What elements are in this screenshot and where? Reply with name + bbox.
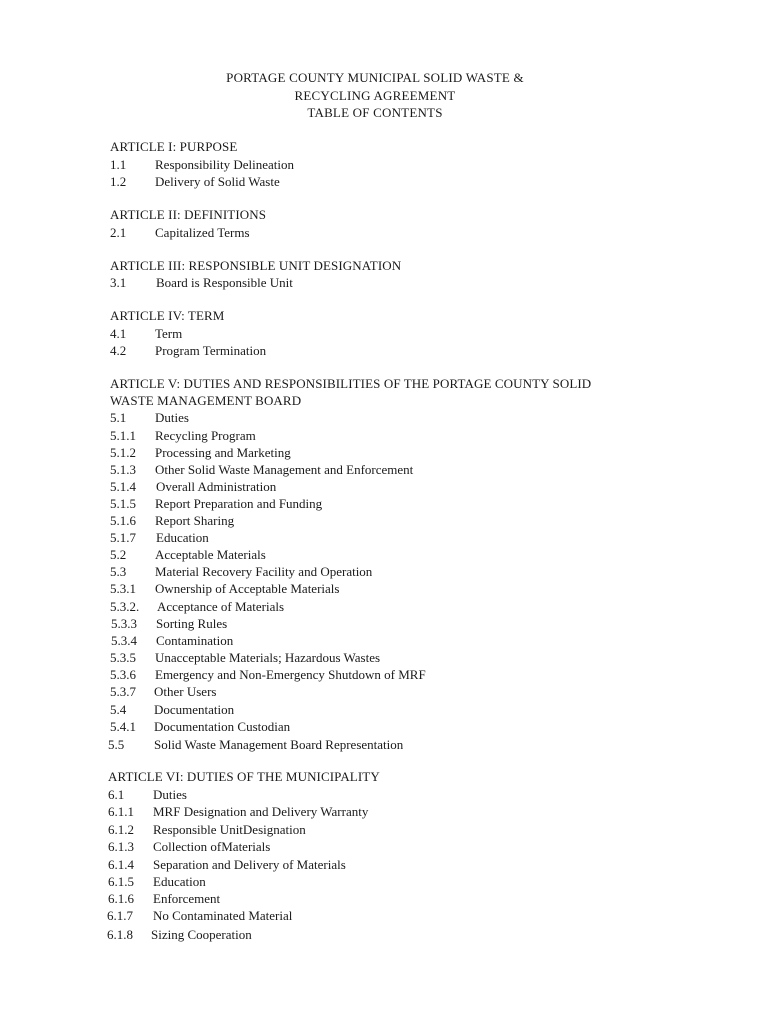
toc-entry-number: 6.1.6 bbox=[108, 891, 134, 906]
toc-entry-label: Board is Responsible Unit bbox=[156, 275, 293, 290]
toc-entry-label: Report Sharing bbox=[155, 513, 235, 528]
toc-entry-number: 3.1 bbox=[110, 275, 127, 290]
toc-entry-number: 5.1.3 bbox=[110, 462, 136, 477]
toc-entry-number: 5.3.1 bbox=[110, 581, 136, 596]
toc-entry-number: 1.1 bbox=[110, 157, 127, 172]
toc-entry-label: Delivery of Solid Waste bbox=[155, 174, 280, 189]
toc-entry-label: Sizing Cooperation bbox=[151, 927, 252, 942]
toc-entry-label: Recycling Program bbox=[155, 428, 256, 443]
toc-entry-number: 5.1.5 bbox=[110, 496, 136, 511]
toc-entry-number: 5.5 bbox=[108, 737, 125, 752]
toc-entry-number: 4.1 bbox=[110, 326, 127, 341]
article-4-heading: ARTICLE IV: TERM bbox=[110, 308, 225, 323]
toc-entry-label: Sorting Rules bbox=[156, 616, 228, 631]
toc-entry-label: Responsible UnitDesignation bbox=[153, 822, 306, 837]
toc-entry-label: Duties bbox=[155, 410, 189, 425]
article-6-heading: ARTICLE VI: DUTIES OF THE MUNICIPALITY bbox=[108, 769, 380, 784]
toc-entry-label: Collection ofMaterials bbox=[153, 839, 271, 854]
toc-entry-label: Enforcement bbox=[153, 891, 221, 906]
toc-entry-number: 5.1 bbox=[110, 410, 127, 425]
toc-entry-label: Overall Administration bbox=[156, 479, 277, 494]
toc-entry-label: Other Users bbox=[154, 684, 217, 699]
toc-entry-number: 5.1.2 bbox=[110, 445, 136, 460]
document-title-line-1: PORTAGE COUNTY MUNICIPAL SOLID WASTE & bbox=[226, 70, 524, 85]
toc-entry-label: No Contaminated Material bbox=[153, 908, 293, 923]
toc-entry-number: 5.3.7 bbox=[110, 684, 136, 699]
toc-entry-label: Emergency and Non-Emergency Shutdown of MRF bbox=[155, 667, 426, 682]
document-subtitle: TABLE OF CONTENTS bbox=[307, 105, 443, 120]
toc-entry-label: Separation and Delivery of Materials bbox=[153, 857, 346, 872]
toc-entry-number: 5.1.1 bbox=[110, 428, 136, 443]
toc-entry-label: Education bbox=[156, 530, 209, 545]
toc-entry-number: 5.1.6 bbox=[110, 513, 136, 528]
toc-entry-number: 5.4 bbox=[110, 702, 127, 717]
toc-entry-label: Program Termination bbox=[155, 343, 267, 358]
toc-entry-number: 5.3.6 bbox=[110, 667, 136, 682]
toc-entry-label: Solid Waste Management Board Representation bbox=[154, 737, 404, 752]
toc-entry-number: 4.2 bbox=[110, 343, 127, 358]
toc-entry-label: Acceptance of Materials bbox=[157, 599, 285, 614]
toc-entry-number: 1.2 bbox=[110, 174, 127, 189]
toc-entry-label: Other Solid Waste Management and Enforcement bbox=[155, 462, 414, 477]
toc-entry-label: Acceptable Materials bbox=[155, 547, 266, 562]
toc-entry-label: Processing and Marketing bbox=[155, 445, 291, 460]
toc-entry-label: Contamination bbox=[156, 633, 234, 648]
toc-entry-number: 6.1.5 bbox=[108, 874, 134, 889]
toc-entry-label: Duties bbox=[153, 787, 187, 802]
toc-entry-number: 5.3.3 bbox=[111, 616, 137, 631]
toc-entry-number: 6.1.2 bbox=[108, 822, 134, 837]
toc-entry-label: Unacceptable Materials; Hazardous Wastes bbox=[155, 650, 381, 665]
toc-entry-label: Documentation Custodian bbox=[154, 719, 291, 734]
toc-entry-number: 5.3.4 bbox=[111, 633, 137, 648]
toc-entry-number: 6.1.1 bbox=[108, 804, 134, 819]
toc-entry-number: 6.1.3 bbox=[108, 839, 134, 854]
toc-entry-number: 5.3 bbox=[110, 564, 127, 579]
toc-entry-number: 5.3.5 bbox=[110, 650, 136, 665]
toc-entry-number: 6.1 bbox=[108, 787, 125, 802]
toc-entry-number: 6.1.8 bbox=[107, 927, 133, 942]
toc-entry-number: 6.1.7 bbox=[107, 908, 133, 923]
toc-entry-label: Capitalized Terms bbox=[155, 225, 250, 240]
toc-entry-label: Responsibility Delineation bbox=[155, 157, 295, 172]
document-title-line-2: RECYCLING AGREEMENT bbox=[294, 88, 456, 103]
article-2-heading: ARTICLE II: DEFINITIONS bbox=[110, 207, 267, 222]
toc-entry-number: 5.4.1 bbox=[110, 719, 136, 734]
toc-entry-label: Report Preparation and Funding bbox=[155, 496, 323, 511]
article-5-heading-continued: WASTE MANAGEMENT BOARD bbox=[110, 393, 302, 408]
toc-entry-label: Material Recovery Facility and Operation bbox=[155, 564, 373, 579]
article-3-heading: ARTICLE III: RESPONSIBLE UNIT DESIGNATION bbox=[110, 258, 402, 273]
toc-entry-number: 5.3.2. bbox=[110, 599, 140, 614]
toc-entry-number: 5.2 bbox=[110, 547, 127, 562]
toc-entry-number: 6.1.4 bbox=[108, 857, 134, 872]
toc-entry-label: MRF Designation and Delivery Warranty bbox=[153, 804, 369, 819]
article-1-heading: ARTICLE I: PURPOSE bbox=[110, 139, 238, 154]
toc-entry-label: Education bbox=[153, 874, 206, 889]
toc-entry-number: 5.1.7 bbox=[110, 530, 136, 545]
toc-entry-number: 5.1.4 bbox=[110, 479, 136, 494]
article-5-heading: ARTICLE V: DUTIES AND RESPONSIBILITIES OF THE PORTAGE COUNTY SOLID bbox=[110, 376, 592, 391]
toc-entry-number: 2.1 bbox=[110, 225, 127, 240]
toc-entry-label: Term bbox=[155, 326, 183, 341]
toc-entry-label: Ownership of Acceptable Materials bbox=[155, 581, 340, 596]
toc-entry-label: Documentation bbox=[154, 702, 235, 717]
